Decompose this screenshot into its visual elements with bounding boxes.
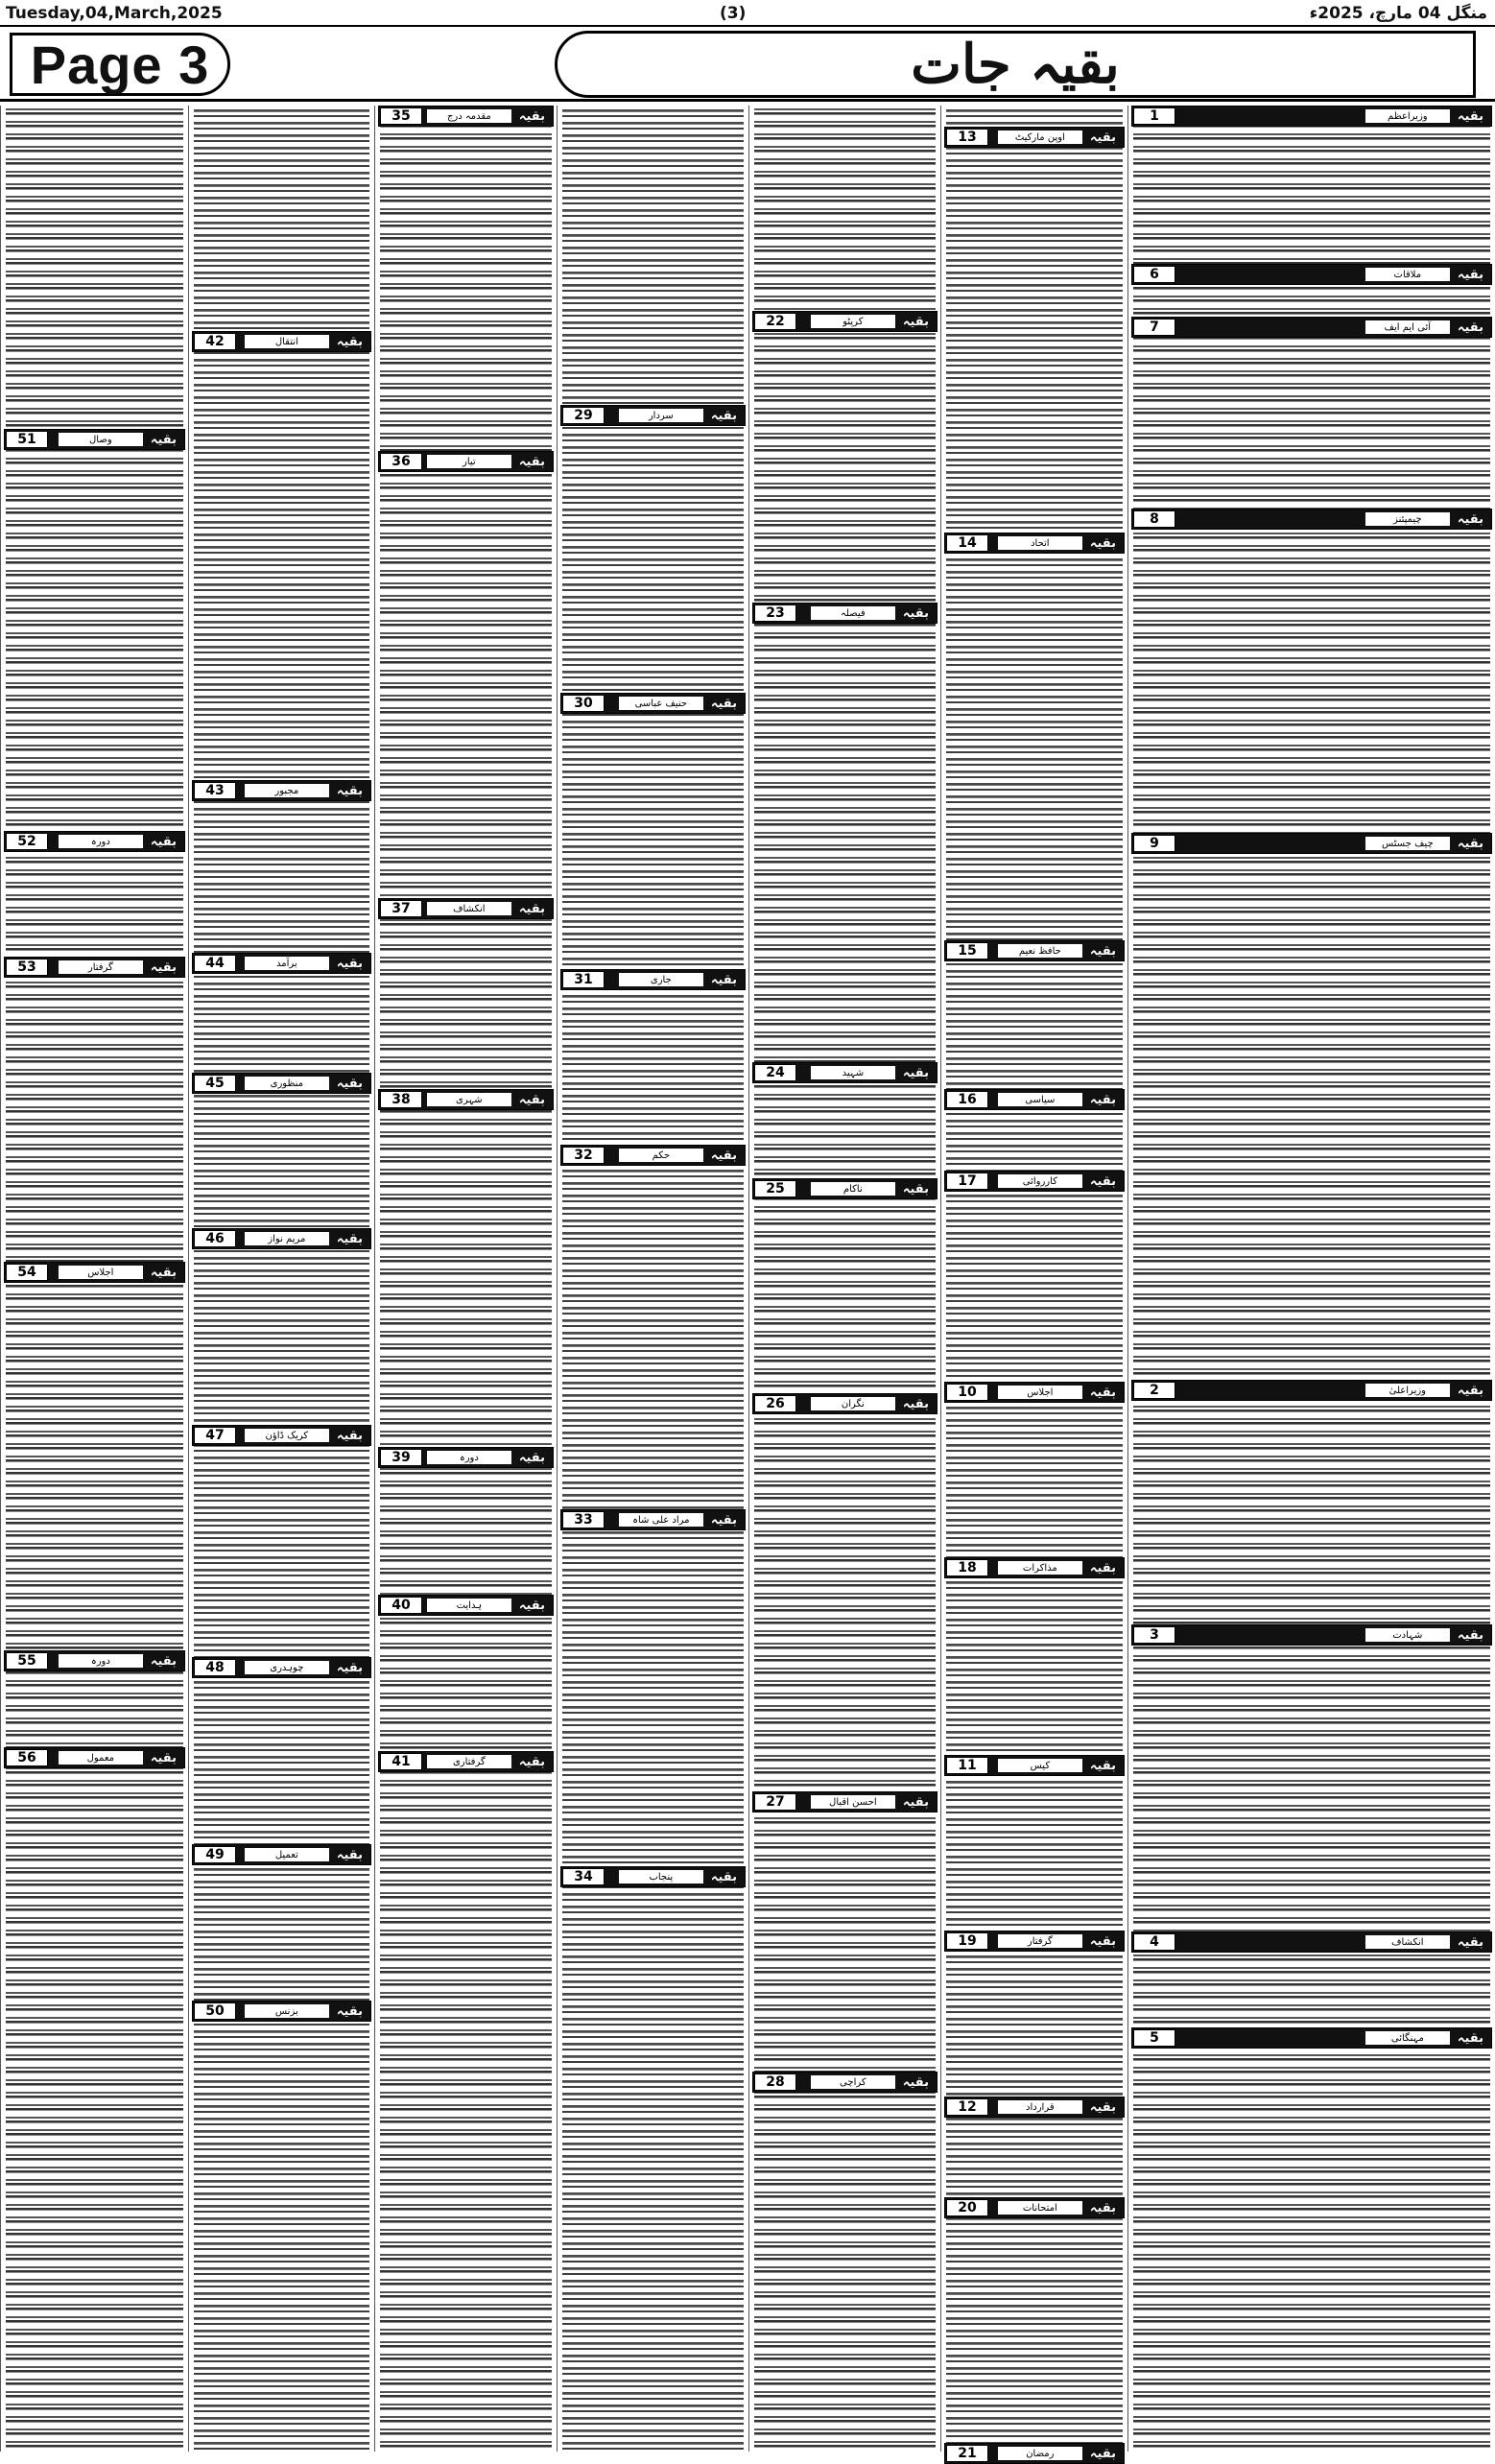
continuation-header [944, 2097, 1125, 2118]
continuation-header [752, 1393, 937, 1414]
story-number: 23 [754, 604, 796, 622]
header-spacer [237, 2002, 245, 2021]
continuation-word: بقیہ [150, 432, 177, 447]
column-5 [374, 106, 557, 2452]
continuation-word: بقیہ [1457, 1934, 1483, 1950]
story-label: سردار [619, 409, 703, 422]
story-label: جاری [619, 973, 703, 986]
continuation-header [192, 1228, 371, 1249]
story-label: حافظ نعیم [998, 944, 1082, 958]
story-label: رمضان [998, 2447, 1082, 2460]
story-label: حنیف عباسی [619, 697, 703, 710]
section-title: بقیہ جات [911, 33, 1120, 96]
page-label: Page 3 [30, 34, 210, 95]
column-4 [557, 106, 748, 2452]
header-spacer [989, 1383, 998, 1402]
story-number: 15 [946, 942, 988, 960]
story-label: چیف جسٹس [1365, 837, 1450, 850]
column-6 [188, 106, 374, 2452]
continuation-word: بقیہ [710, 1512, 737, 1528]
continuation-word: بقیہ [1089, 1092, 1116, 1107]
continuation-header [944, 1931, 1125, 1952]
continuation-word: بقیہ [1089, 1560, 1116, 1576]
continuation-word: بقیہ [1457, 511, 1483, 527]
story-label: مہنگائی [1365, 2031, 1450, 2045]
story-label: بزنس [245, 2004, 329, 2018]
header-spacer [989, 2198, 998, 2217]
continuation-header [944, 940, 1125, 961]
header-spacer [49, 1263, 59, 1282]
header-spacer [989, 1090, 998, 1109]
story-number: 45 [194, 1075, 236, 1092]
continuation-header [4, 1650, 185, 1671]
header-spacer [237, 1658, 245, 1677]
story-number: 2 [1133, 1382, 1175, 1399]
continuation-word: بقیہ [902, 2074, 929, 2090]
continuation-header [752, 603, 937, 624]
dateline-bar [0, 0, 1495, 27]
story-label: وزیراعلیٰ [1365, 1384, 1450, 1397]
story-number: 11 [946, 1757, 988, 1774]
continuation-header [378, 898, 554, 919]
header-spacer [797, 1792, 811, 1812]
story-number: 3 [1133, 1626, 1175, 1644]
continuation-word: بقیہ [902, 1396, 929, 1411]
continuation-word: بقیہ [336, 2003, 363, 2019]
continuation-word: بقیہ [902, 1181, 929, 1196]
story-number: 5 [1133, 2029, 1175, 2047]
story-number: 16 [946, 1091, 988, 1108]
continuation-header [378, 1447, 554, 1468]
continuation-header [378, 1595, 554, 1616]
story-label: دورہ [427, 1451, 511, 1464]
header-spacer [989, 2444, 998, 2463]
story-number: 43 [194, 782, 236, 799]
header-spacer [605, 1146, 619, 1165]
story-label: انکشاف [1365, 1935, 1450, 1949]
story-number: 4 [1133, 1933, 1175, 1951]
continuation-word: بقیہ [1457, 108, 1483, 124]
story-label: قرارداد [998, 2100, 1082, 2114]
continuation-header [944, 127, 1125, 148]
story-number: 55 [6, 1652, 48, 1670]
column-7 [0, 106, 188, 2452]
header-spacer [989, 941, 998, 960]
continuation-header [560, 1145, 746, 1166]
continuation-word: بقیہ [710, 1148, 737, 1163]
header-spacer [49, 1748, 59, 1767]
story-label: چیمپئنز [1365, 512, 1450, 526]
continuation-header [1131, 1931, 1492, 1953]
header-spacer [1176, 1932, 1365, 1952]
story-number: 27 [754, 1793, 796, 1811]
header-spacer [989, 533, 998, 553]
header-spacer [605, 406, 619, 425]
story-label: منظوری [245, 1077, 329, 1090]
story-number: 22 [754, 313, 796, 330]
continuation-header [192, 1657, 371, 1678]
header-spacer [989, 1558, 998, 1577]
header-spacer [49, 958, 59, 977]
story-number: 29 [562, 407, 605, 424]
story-number: 26 [754, 1395, 796, 1412]
story-label: دورہ [59, 1654, 143, 1668]
continuation-word: بقیہ [1089, 535, 1116, 551]
story-label: فیصلہ [811, 606, 895, 620]
continuation-header [1131, 1624, 1492, 1646]
section-title-box [555, 31, 1476, 98]
continuation-header [752, 1062, 937, 1083]
story-label: شہید [811, 1066, 895, 1079]
column-3 [748, 106, 940, 2452]
story-number: 46 [194, 1230, 236, 1247]
continuation-word: بقیہ [902, 605, 929, 621]
continuation-header [1131, 509, 1492, 530]
story-label: تعمیل [245, 1848, 329, 1861]
story-label: کرپٹو [811, 315, 895, 328]
story-label: حکم [619, 1149, 703, 1162]
story-label: اوپن مارکیٹ [998, 130, 1082, 144]
continuation-word: بقیہ [518, 108, 545, 124]
continuation-header [1131, 1380, 1492, 1401]
continuation-word: بقیہ [336, 783, 363, 798]
column-text [749, 106, 940, 2452]
continuation-header [1131, 317, 1492, 338]
header-spacer [605, 1867, 619, 1886]
story-label: کارروائی [998, 1174, 1082, 1188]
continuation-word: بقیہ [518, 1450, 545, 1465]
continuation-word: بقیہ [902, 1794, 929, 1810]
header-spacer [797, 604, 811, 623]
continuation-header [378, 1089, 554, 1110]
header-spacer [989, 2097, 998, 2117]
header-spacer [989, 1931, 998, 1951]
story-number: 14 [946, 534, 988, 552]
header-spacer [1176, 318, 1365, 337]
continuation-word: بقیہ [1457, 2030, 1483, 2046]
continuation-header [752, 1791, 937, 1812]
story-number: 25 [754, 1180, 796, 1197]
story-label: کیس [998, 1759, 1082, 1772]
header-spacer [237, 1845, 245, 1864]
header-spacer [797, 2073, 811, 2092]
story-number: 42 [194, 333, 236, 350]
story-label: وزیراعظم [1365, 109, 1450, 123]
continuation-word: بقیہ [336, 1428, 363, 1443]
continuation-header [944, 1382, 1125, 1403]
continuation-header [192, 331, 371, 352]
story-number: 32 [562, 1147, 605, 1164]
continuation-word: بقیہ [150, 1265, 177, 1280]
continuation-header [560, 1509, 746, 1530]
continuation-word: بقیہ [336, 1847, 363, 1862]
header-spacer [49, 430, 59, 449]
story-number: 41 [380, 1753, 422, 1770]
header-spacer [605, 970, 619, 989]
continuation-word: بقیہ [1457, 1627, 1483, 1643]
story-number: 28 [754, 2073, 796, 2091]
continuation-word: بقیہ [710, 408, 737, 423]
continuation-word: بقیہ [902, 314, 929, 329]
story-label: برآمد [245, 957, 329, 970]
story-label: سیاسی [998, 1093, 1082, 1106]
continuation-word: بقیہ [518, 454, 545, 469]
continuation-header [944, 2197, 1125, 2218]
story-label: مراد علی شاہ [619, 1513, 703, 1527]
continuation-word: بقیہ [1089, 1385, 1116, 1400]
page-number: (3) [720, 4, 747, 23]
continuation-header [752, 2072, 937, 2093]
story-number: 31 [562, 971, 605, 988]
story-number: 37 [380, 900, 422, 917]
continuation-header [560, 1866, 746, 1887]
column-1 [1127, 106, 1495, 2452]
story-label: احسن اقبال [811, 1795, 895, 1809]
continuation-header [560, 693, 746, 714]
story-label: چوہدری [245, 1661, 329, 1674]
header-spacer [989, 128, 998, 147]
story-number: 47 [194, 1427, 236, 1444]
continuation-header [192, 780, 371, 801]
story-number: 56 [6, 1749, 48, 1766]
story-label: معمول [59, 1751, 143, 1765]
story-number: 44 [194, 955, 236, 972]
continuation-header [944, 1089, 1125, 1110]
story-label: شہادت [1365, 1628, 1450, 1642]
story-number: 52 [6, 833, 48, 850]
header-spacer [237, 1229, 245, 1248]
continuation-header [4, 429, 185, 450]
header-spacer [1176, 265, 1365, 284]
story-label: گرفتار [59, 960, 143, 974]
header-spacer [1176, 107, 1365, 126]
story-number: 36 [380, 453, 422, 470]
header-spacer [49, 832, 59, 851]
continuation-header [944, 2443, 1125, 2464]
continuation-word: بقیہ [1457, 267, 1483, 282]
continuation-word: بقیہ [1089, 130, 1116, 145]
header-spacer [237, 1074, 245, 1093]
story-number: 6 [1133, 266, 1175, 283]
continuation-word: بقیہ [902, 1065, 929, 1080]
continuation-word: بقیہ [1457, 836, 1483, 851]
continuation-word: بقیہ [1089, 943, 1116, 959]
story-label: آئی ایم ایف [1365, 320, 1450, 334]
header-spacer [237, 1426, 245, 1445]
story-number: 53 [6, 959, 48, 976]
continuation-word: بقیہ [336, 334, 363, 349]
story-number: 48 [194, 1659, 236, 1676]
continuation-header [4, 1747, 185, 1768]
continuation-header [378, 106, 554, 127]
continuation-header [192, 1073, 371, 1094]
continuation-word: بقیہ [150, 960, 177, 975]
story-label: اجلاس [998, 1386, 1082, 1399]
header-spacer [1176, 2028, 1365, 2048]
story-number: 8 [1133, 510, 1175, 528]
story-label: دورہ [59, 835, 143, 848]
continuation-word: بقیہ [1089, 2200, 1116, 2215]
story-label: تیار [427, 455, 511, 468]
page-label-box [10, 33, 230, 96]
continuation-word: بقیہ [150, 834, 177, 849]
urdu-date: منگل 04 مارچ، 2025ء [1309, 4, 1487, 23]
continuation-word: بقیہ [518, 901, 545, 916]
story-number: 17 [946, 1173, 988, 1190]
continuation-word: بقیہ [1457, 1383, 1483, 1398]
story-label: اجلاس [59, 1266, 143, 1279]
header-spacer [1176, 1381, 1365, 1400]
header-spacer [605, 1510, 619, 1529]
story-number: 38 [380, 1091, 422, 1108]
header-spacer [605, 694, 619, 713]
story-number: 18 [946, 1559, 988, 1576]
header-spacer [1176, 1625, 1365, 1645]
story-number: 33 [562, 1511, 605, 1528]
continuation-word: بقیہ [150, 1653, 177, 1669]
story-label: امتحانات [998, 2201, 1082, 2215]
continuation-header [752, 1178, 937, 1199]
story-label: کریک ڈاؤن [245, 1429, 329, 1442]
story-number: 34 [562, 1868, 605, 1885]
continuation-header [4, 957, 185, 978]
story-label: وصال [59, 433, 143, 446]
story-label: انکشاف [427, 902, 511, 915]
header-spacer [797, 1179, 811, 1198]
story-number: 49 [194, 1846, 236, 1863]
header-spacer [1176, 834, 1365, 853]
story-number: 51 [6, 431, 48, 448]
story-label: مجبور [245, 784, 329, 797]
story-label: مقدمہ درج [427, 109, 511, 123]
header-spacer [49, 1651, 59, 1670]
continuation-word: بقیہ [336, 1076, 363, 1091]
story-number: 13 [946, 129, 988, 146]
story-label: گرفتاری [427, 1755, 511, 1768]
header-spacer [237, 954, 245, 973]
continuation-header [944, 1171, 1125, 1192]
story-number: 7 [1133, 319, 1175, 336]
continuation-header [192, 953, 371, 974]
story-label: پنجاب [619, 1870, 703, 1884]
continuation-header [1131, 106, 1492, 127]
continuation-word: بقیہ [710, 972, 737, 987]
continuation-header [4, 831, 185, 852]
column-2 [940, 106, 1127, 2461]
story-number: 12 [946, 2098, 988, 2116]
story-number: 50 [194, 2002, 236, 2020]
continuation-word: بقیہ [336, 956, 363, 971]
continuation-word: بقیہ [518, 1092, 545, 1107]
story-number: 30 [562, 695, 605, 712]
continuation-header [192, 1844, 371, 1865]
continuation-word: بقیہ [1089, 2099, 1116, 2115]
continuation-header [192, 1425, 371, 1446]
header-spacer [797, 1394, 811, 1413]
story-label: کراچی [811, 2075, 895, 2089]
header-spacer [237, 781, 245, 800]
continuation-word: بقیہ [518, 1754, 545, 1769]
header-spacer [1176, 509, 1365, 529]
continuation-header [560, 405, 746, 426]
continuation-header [944, 533, 1125, 554]
continuation-header [944, 1557, 1125, 1578]
column-text [189, 106, 374, 2452]
header-spacer [989, 1172, 998, 1191]
continuation-word: بقیہ [1089, 2446, 1116, 2461]
header-spacer [237, 332, 245, 351]
continuation-header [1131, 833, 1492, 854]
header-spacer [989, 1756, 998, 1775]
continuation-word: بقیہ [1089, 1758, 1116, 1773]
english-date: Tuesday,04,March,2025 [6, 4, 223, 23]
column-text [558, 106, 748, 2452]
story-number: 54 [6, 1264, 48, 1281]
continuation-word: بقیہ [336, 1660, 363, 1675]
continuation-header [944, 1755, 1125, 1776]
continuation-header [378, 1751, 554, 1772]
story-label: نگران [811, 1397, 895, 1410]
story-number: 24 [754, 1064, 796, 1081]
continuation-word: بقیہ [1089, 1933, 1116, 1949]
header-spacer [797, 312, 811, 331]
continuation-word: بقیہ [150, 1750, 177, 1765]
story-label: گرفتار [998, 1934, 1082, 1948]
story-number: 9 [1133, 835, 1175, 852]
story-number: 10 [946, 1384, 988, 1401]
continuation-word: بقیہ [710, 1869, 737, 1884]
continuation-header [192, 2001, 371, 2022]
continuation-header [1131, 264, 1492, 285]
story-label: اتحاد [998, 536, 1082, 550]
header-spacer [797, 1063, 811, 1082]
story-label: ملاقات [1365, 268, 1450, 281]
continuation-word: بقیہ [336, 1231, 363, 1246]
continuation-header [4, 1262, 185, 1283]
story-label: ہدایت [427, 1599, 511, 1612]
story-label: مذاکرات [998, 1561, 1082, 1575]
continuation-word: بقیہ [710, 696, 737, 711]
continuation-word: بقیہ [518, 1598, 545, 1613]
continuation-word: بقیہ [1089, 1173, 1116, 1189]
story-number: 39 [380, 1449, 422, 1466]
story-number: 21 [946, 2445, 988, 2462]
continuation-header [560, 969, 746, 990]
column-text [1128, 106, 1495, 2452]
story-number: 40 [380, 1597, 422, 1614]
continuation-header [378, 451, 554, 472]
masthead [0, 29, 1495, 102]
story-label: مریم نواز [245, 1232, 329, 1245]
story-label: ناکام [811, 1182, 895, 1196]
continuation-header [1131, 2027, 1492, 2049]
continuation-word: بقیہ [1457, 320, 1483, 335]
story-label: شہری [427, 1093, 511, 1106]
story-label: انتقال [245, 335, 329, 348]
story-number: 19 [946, 1932, 988, 1950]
story-number: 1 [1133, 107, 1175, 125]
story-number: 20 [946, 2199, 988, 2216]
continuation-header [752, 311, 937, 332]
story-number: 35 [380, 107, 422, 125]
